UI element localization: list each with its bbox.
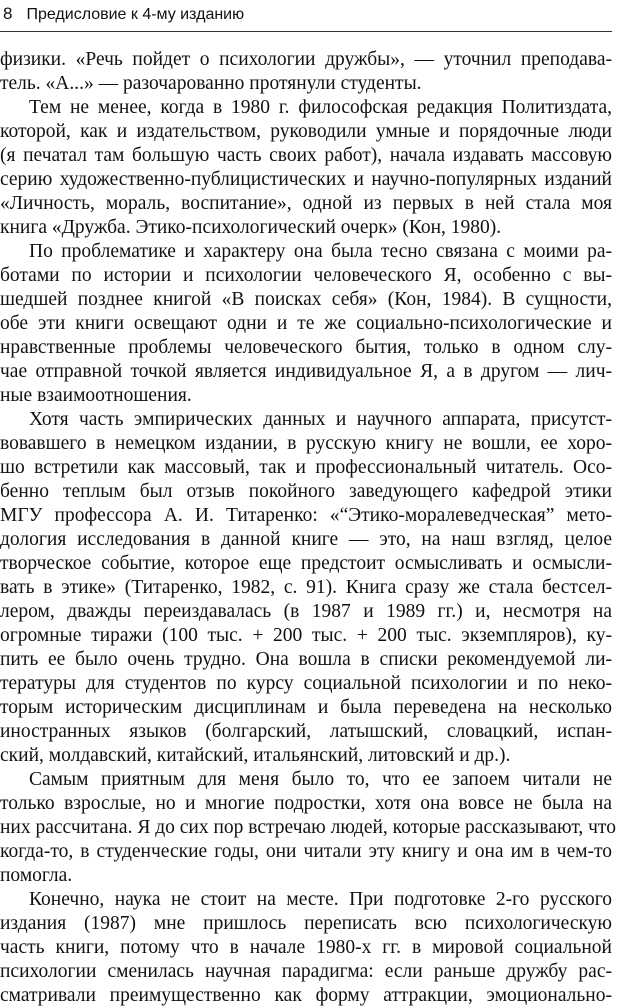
- header-divider: [0, 31, 612, 32]
- text-line: книга «Дружба. Этико-психологический очерк» (Кон, 1980).: [0, 217, 502, 238]
- text-line: иностранных языков (болгарский, латышский, словацкий, испан-: [0, 721, 612, 742]
- page-number: 8: [3, 4, 13, 23]
- text-line: издания (1987) мне пришлось переписать всю психологическую: [0, 913, 612, 934]
- text-line: сматривали преимущественно как форму аттракции, эмоционально-: [0, 985, 612, 1006]
- text-line: чае отправной точкой является индивидуальное Я, а в другом — лич-: [0, 361, 612, 382]
- text-line: огромные тиражи (100 тыс. + 200 тыс. + 200 тыс. экземпляров), ку-: [0, 625, 612, 646]
- text-line: обе эти книги освещают одни и те же социально-психологические и: [0, 313, 612, 334]
- text-line: тель. «А...» — разочарованно протянули студенты.: [0, 73, 422, 94]
- paragraph: [0, 768, 616, 888]
- text-line: ский, молдавский, китайский, итальянский, литовский и др.).: [0, 745, 511, 766]
- text-line: дология исследования в данной книге — это, на наш взгляд, целое: [0, 529, 612, 550]
- paragraph: [0, 48, 612, 96]
- text-line: Хотя часть эмпирических данных и научного аппарата, присутст-: [29, 409, 612, 430]
- text-line: физики. «Речь пойдет о психологии дружбы», — уточнил преподава-: [0, 49, 612, 70]
- text-line: шедшей позднее книгой «В поисках себя» (Кон, 1984). В сущности,: [0, 289, 612, 310]
- text-line: нравственные проблемы человеческого бытия, только в одном слу-: [0, 337, 612, 358]
- text-line: психологии сменилась научная парадигма: если раньше дружбу рас-: [0, 961, 612, 982]
- text-line: вовавшего в немецком издании, в русскую книгу не вошли, ее хоро-: [0, 433, 612, 454]
- text-line: творческое событие, которое еще предстоит осмысливать и осмысли-: [0, 553, 612, 574]
- paragraph: [0, 888, 612, 1008]
- text-line: них рассчитана. Я до сих пор встречаю людей, которые рассказывают, что: [0, 817, 616, 838]
- text-line: лером, дважды переиздавалась (в 1987 и 1989 гг.) и, несмотря на: [0, 601, 612, 622]
- running-head-title: Предисловие к 4-му изданию: [26, 6, 245, 23]
- text-line: Самым приятным для меня было то, что ее запоем читали не: [29, 769, 612, 790]
- text-line: По проблематике и характеру она была тесно связана с моими ра-: [29, 241, 612, 262]
- text-line: ные взаимоотношения.: [0, 385, 192, 406]
- text-line: помогла.: [0, 865, 73, 886]
- paragraph: [0, 240, 612, 408]
- text-line: Конечно, наука не стоит на месте. При подготовке 2-го русского: [29, 889, 612, 910]
- text-line: серию художественно-публицистических и научно-популярных изданий: [0, 169, 612, 190]
- text-line: (я печатал там большую часть своих работ), начала издавать массовую: [0, 145, 612, 166]
- text-line: бенно теплым был отзыв покойного заведующего кафедрой этики: [0, 481, 612, 502]
- text-line: тературы для студентов по курсу социальной психологии и по неко-: [0, 673, 612, 694]
- body-text: [0, 48, 616, 1008]
- text-line: вать в этике» (Титаренко, 1982, с. 91). Книга сразу же стала бестсел-: [0, 577, 612, 598]
- text-line: ботами по истории и психологии человеческого Я, особенно с вы-: [0, 265, 612, 286]
- text-line: пить ее было очень трудно. Она вошла в списки рекомендуемой ли-: [0, 649, 612, 670]
- text-line: торым историческим дисциплинам и была переведена на несколько: [0, 697, 612, 718]
- paragraph: [0, 408, 612, 768]
- text-line: когда-то, в студенческие годы, они читали эту книгу и она им в чем-то: [0, 841, 612, 862]
- running-head: [3, 2, 615, 30]
- text-line: часть книги, потому что в начале 1980-х гг. в мировой социальной: [0, 937, 612, 958]
- text-line: которой, как и издательством, руководили умные и порядочные люди: [0, 121, 612, 142]
- text-line: «Личность, мораль, воспитание», одной из первых в ней стала моя: [0, 193, 612, 214]
- text-line: только взрослые, но и многие подростки, хотя она вовсе не была на: [0, 793, 612, 814]
- text-line: Тем не менее, когда в 1980 г. философская редакция Политиздата,: [29, 97, 612, 118]
- text-line: шо встретили как массовый, так и профессиональный читатель. Осо-: [0, 457, 612, 478]
- paragraph: [0, 96, 612, 240]
- text-line: МГУ профессора А. И. Титаренко: «“Этико-моралеведческая” мето-: [0, 505, 612, 526]
